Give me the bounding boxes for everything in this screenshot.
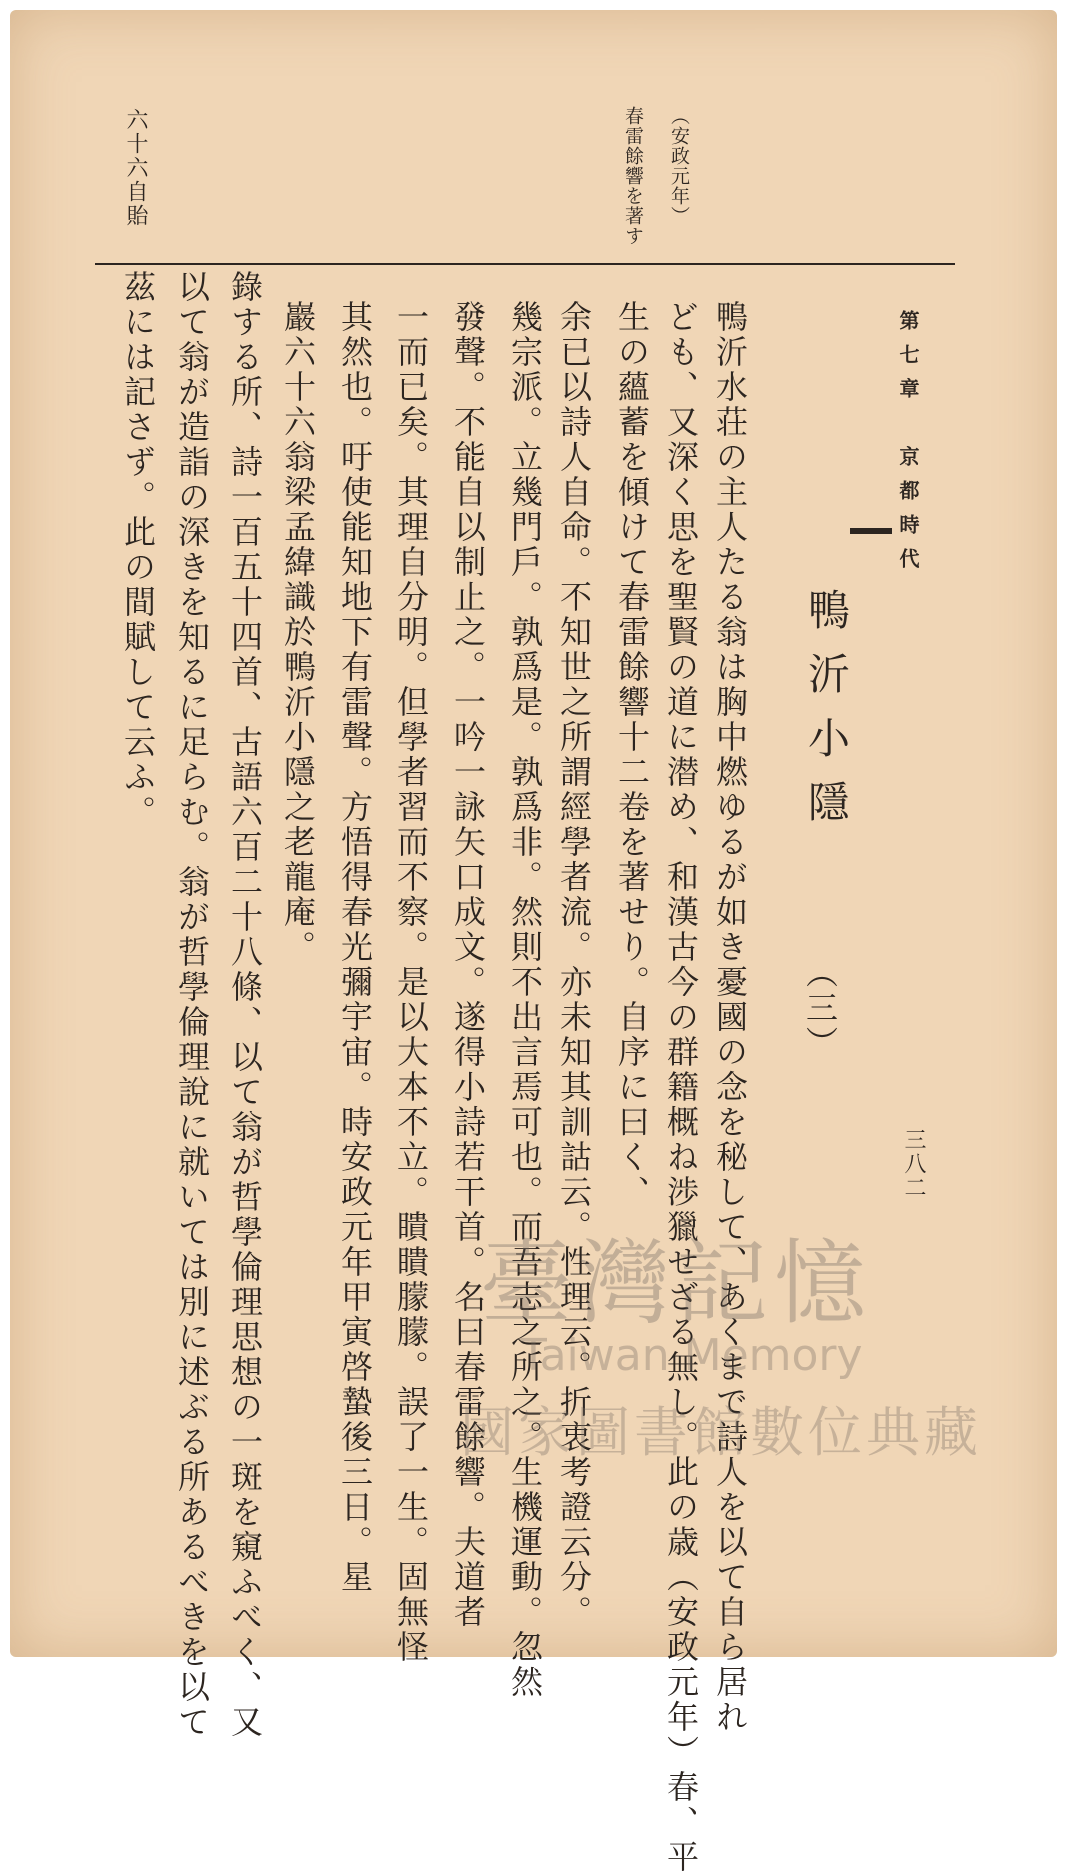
margin-note-event: 春雷餘響を著す [622, 106, 644, 246]
body-column: 錄する所、詩一百五十四首、古語六百二十八條、以て翁が哲學倫理思想の一斑を窺ふべく、又 [226, 270, 264, 1740]
body-column: 發聲。不能自以制止之。一吟一詠矢口成文。遂得小詩若干首。名曰春雷餘響。夫道者 [449, 300, 487, 1630]
body-column: 生の蘊蓄を傾けて春雷餘響十二卷を著せり。自序に曰く、 [613, 300, 651, 1210]
page-number: 三八二 [901, 1128, 926, 1200]
watermark-main: 臺灣記憶 [480, 1230, 873, 1337]
section-number [850, 528, 892, 534]
section-part: （三） [801, 956, 839, 1061]
body-column: 其然也。吁使能知地下有雷聲。方悟得春光彌宇宙。時安政元年甲寅啓蟄後三日。星 [336, 300, 374, 1595]
library-watermark [460, 1210, 1020, 1530]
watermark-english: Taiwan Memory [520, 1330, 863, 1381]
body-column: 以て翁が造詣の深きを知るに足らむ。翁が哲學倫理說に就いては別に述ぶる所あるべきを以て [173, 270, 211, 1740]
body-column: 幾宗派。立幾門戶。孰爲是。孰爲非。然則不出言焉可也。而吾志之所之。生機運動。忽然 [506, 300, 544, 1700]
book-page [10, 10, 1057, 1875]
body-column: 巖六十六翁梁孟緯識於鴨沂小隱之老龍庵。 [279, 300, 317, 965]
body-column: 茲には記さず。此の間賦して云ふ。 [119, 270, 157, 830]
margin-note-year: （安政元年） [668, 106, 690, 226]
body-column: 一而已矣。其理自分明。但學者習而不察。是以大本不立。瞶瞶朦朦。誤了一生。固無怪 [392, 300, 430, 1665]
watermark-sub: 國家圖書館數位典藏 [460, 1401, 982, 1464]
body-column: ども、又深く思を聖賢の道に潜め、和漢古今の群籍概ね渉獵せざる無し。此の歳（安政元年）春、平 [662, 300, 700, 1875]
header-rule [95, 263, 955, 265]
chapter-header: 第七章 京都時代 [896, 310, 920, 582]
body-column: 鴨沂水荘の主人たる翁は胸中燃ゆるが如き憂國の念を秘して、あくまで詩人を以て自ら居れ [711, 300, 749, 1735]
section-title: 鴨沂小隱 [802, 588, 851, 844]
body-column: 余已以詩人自命。不知世之所謂經學者流。亦未知其訓詁云。性理云。折衷考證云分。 [555, 300, 593, 1630]
margin-note-age: 六十六自貽 [123, 108, 148, 228]
